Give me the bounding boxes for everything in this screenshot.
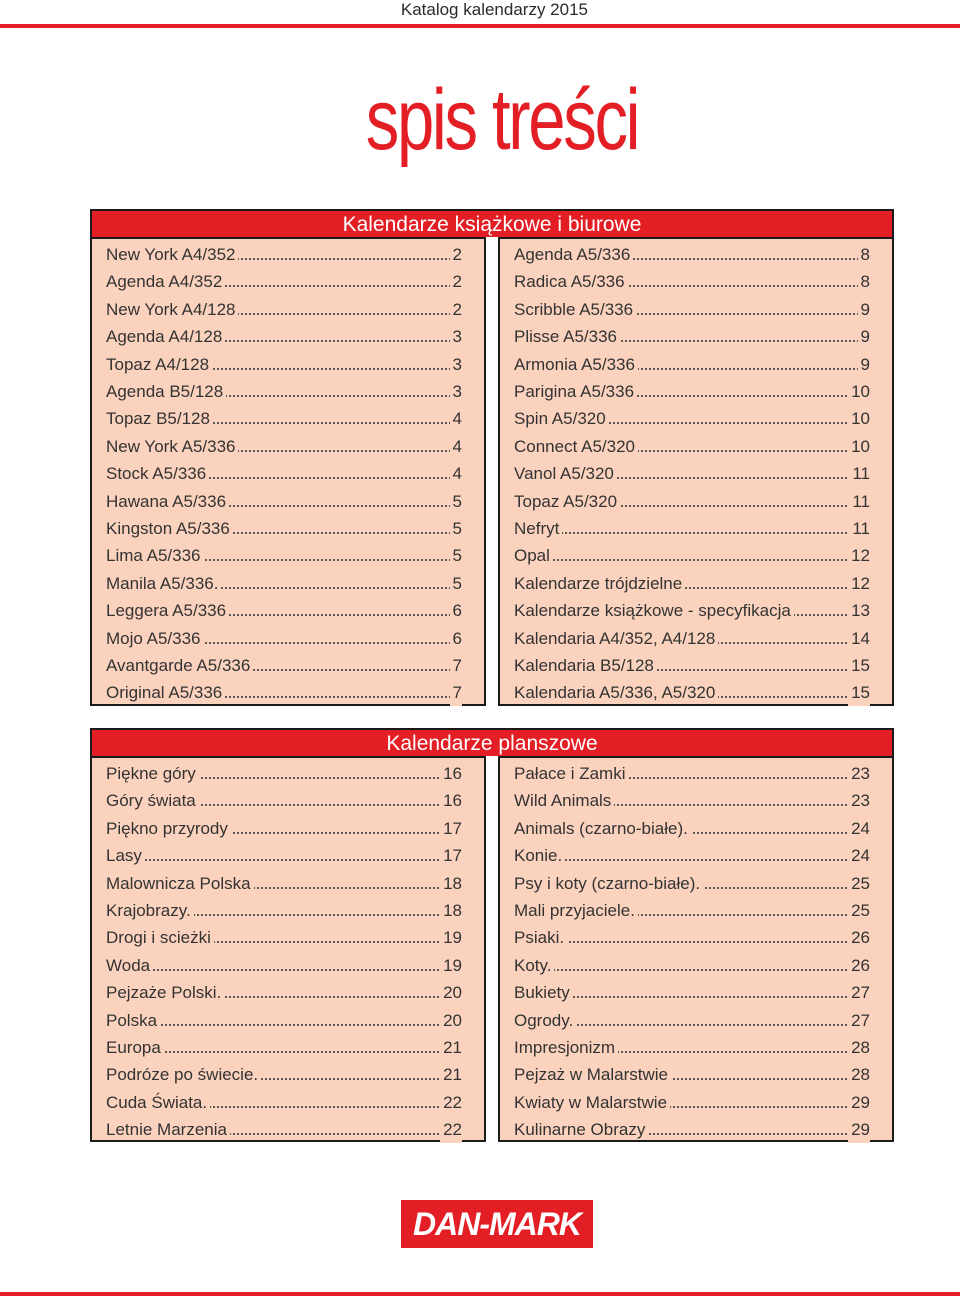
toc-entry-title: Bukiety (514, 983, 573, 1002)
toc-entry-title: Psiaki. (514, 928, 567, 947)
toc-entry-title: Cuda Świata. (106, 1093, 210, 1112)
toc-entry-title: Kalendaria B5/128 (514, 656, 657, 675)
toc-entry[interactable] (106, 405, 462, 432)
toc-entry-title: Kingston A5/336 (106, 519, 233, 538)
toc-entry[interactable] (106, 924, 462, 951)
toc-entry-title: Góry świata (106, 791, 199, 810)
toc-entry-title: Koty. (514, 956, 554, 975)
toc-entry-title: Woda (106, 956, 153, 975)
toc-entry[interactable] (514, 268, 870, 295)
toc-entry[interactable] (106, 625, 462, 652)
toc-entry-page: 12 (848, 570, 870, 597)
toc-entry-title: Wild Animals (514, 791, 614, 810)
toc-entry[interactable] (514, 679, 870, 706)
toc-entry-page: 3 (450, 323, 462, 350)
toc-entry-title: Nefryt (514, 519, 562, 538)
toc-entry-page: 10 (848, 433, 870, 460)
toc-entry[interactable] (514, 405, 870, 432)
bottom-rule (0, 1292, 960, 1296)
toc-entry[interactable] (106, 323, 462, 350)
toc-entry-page: 11 (849, 488, 870, 515)
toc-entry[interactable] (514, 870, 870, 897)
toc-entry-title: Spin A5/320 (514, 409, 609, 428)
toc-entry[interactable] (514, 597, 870, 624)
toc-entry[interactable] (514, 1089, 870, 1116)
toc-entry-page: 19 (440, 924, 462, 951)
toc-entry-title: Agenda B5/128 (106, 382, 226, 401)
toc-entry-page: 5 (450, 515, 462, 542)
toc-entry-title: Letnie Marzenia (106, 1120, 230, 1139)
toc-entry[interactable] (514, 323, 870, 350)
toc-entry[interactable] (106, 1061, 462, 1088)
toc-entry[interactable] (106, 460, 462, 487)
toc-entry-page: 16 (440, 787, 462, 814)
toc-entry-title: Lima A5/336 (106, 546, 204, 565)
toc-entry-title: Mali przyjaciele. (514, 901, 638, 920)
toc-entry-page: 28 (848, 1061, 870, 1088)
toc-entry-page: 17 (440, 815, 462, 842)
toc-entry-title: Ogrody. (514, 1011, 576, 1030)
catalog-header-title: Katalog kalendarzy 2015 (400, 0, 588, 19)
toc-entry-page: 13 (848, 597, 870, 624)
toc-entry-title: New York A4/128 (106, 300, 238, 319)
dot-leader (106, 859, 462, 861)
toc-entry[interactable] (106, 1034, 462, 1061)
toc-entry[interactable] (106, 378, 462, 405)
toc-entry-page: 29 (848, 1116, 870, 1143)
toc-entry-page: 9 (858, 296, 870, 323)
dot-leader (514, 559, 870, 561)
toc-entry-title: Topaz B5/128 (106, 409, 213, 428)
toc-entry[interactable] (106, 433, 462, 460)
section-header: Kalendarze książkowe i biurowe (90, 209, 894, 237)
toc-entry-title: Plisse A5/336 (514, 327, 620, 346)
toc-entry-title: Kalendarze trójdzielne (514, 574, 685, 593)
toc-entry-page: 24 (848, 842, 870, 869)
toc-entry-page: 2 (450, 296, 462, 323)
toc-entry-page: 27 (848, 979, 870, 1006)
toc-entry-page: 7 (450, 652, 462, 679)
toc-entry[interactable] (106, 979, 462, 1006)
toc-entry-page: 12 (848, 542, 870, 569)
toc-entry-page: 15 (848, 679, 870, 706)
toc-entry-page: 26 (848, 924, 870, 951)
toc-entry-page: 14 (848, 625, 870, 652)
toc-entry-title: New York A5/336 (106, 437, 238, 456)
toc-entry-title: Konie. (514, 846, 565, 865)
toc-entry[interactable] (514, 979, 870, 1006)
dan-mark-logo: DAN-MARK (401, 1200, 593, 1248)
toc-column-left (90, 237, 486, 706)
toc-entry-title: Kulinarne Obrazy (514, 1120, 648, 1139)
toc-entry[interactable] (514, 842, 870, 869)
toc-entry[interactable] (106, 296, 462, 323)
toc-entry[interactable] (514, 952, 870, 979)
toc-entry-page: 28 (848, 1034, 870, 1061)
toc-entry-title: Kwiaty w Malarstwie (514, 1093, 670, 1112)
toc-entry[interactable] (514, 760, 870, 787)
toc-entry-title: Manila A5/336. (106, 574, 221, 593)
toc-entry[interactable] (106, 241, 462, 268)
toc-entry-page: 8 (858, 241, 870, 268)
toc-entry-page: 7 (450, 679, 462, 706)
toc-entry[interactable] (106, 1116, 462, 1143)
toc-entry[interactable] (106, 515, 462, 542)
toc-entry-title: Leggera A5/336 (106, 601, 229, 620)
toc-entry[interactable] (514, 1007, 870, 1034)
toc-entry[interactable] (106, 542, 462, 569)
toc-entry-title: Drogi i scieżki (106, 928, 214, 947)
toc-entry[interactable] (514, 897, 870, 924)
toc-entry-page: 15 (848, 652, 870, 679)
toc-entry[interactable] (514, 652, 870, 679)
toc-entry[interactable] (514, 515, 870, 542)
toc-entry-title: New York A4/352 (106, 245, 238, 264)
toc-entry-page: 22 (440, 1116, 462, 1143)
toc-entry-title: Topaz A5/320 (514, 492, 620, 511)
toc-entry-title: Pałace i Zamki (514, 764, 628, 783)
toc-entry[interactable] (514, 351, 870, 378)
toc-entry-page: 20 (440, 1007, 462, 1034)
top-rule (0, 24, 960, 28)
toc-entry[interactable] (106, 570, 462, 597)
toc-entry-title: Kalendarze książkowe - specyfikacja (514, 601, 794, 620)
toc-entry-title: Agenda A4/128 (106, 327, 225, 346)
toc-entry-title: Kalendaria A4/352, A4/128 (514, 629, 718, 648)
toc-entry-title: Pejzaż w Malarstwie (514, 1065, 671, 1084)
toc-entry[interactable] (106, 897, 462, 924)
toc-entry[interactable] (106, 652, 462, 679)
toc-entry-page: 29 (848, 1089, 870, 1116)
toc-entry-title: Agenda A4/352 (106, 272, 225, 291)
toc-entry-title: Hawana A5/336 (106, 492, 229, 511)
toc-entry[interactable] (514, 924, 870, 951)
toc-entry[interactable] (106, 351, 462, 378)
toc-entry-title: Impresjonizm (514, 1038, 618, 1057)
toc-entry[interactable] (106, 952, 462, 979)
toc-entry[interactable] (514, 815, 870, 842)
toc-entry-title: Psy i koty (czarno-białe). (514, 874, 703, 893)
toc-entry[interactable] (514, 241, 870, 268)
toc-entry[interactable] (514, 787, 870, 814)
page-title: spis treści (365, 72, 639, 168)
toc-entry-title: Original A5/336 (106, 683, 225, 702)
toc-entry-title: Animals (czarno-białe). (514, 819, 691, 838)
toc-entry-page: 8 (858, 268, 870, 295)
toc-entry-page: 19 (440, 952, 462, 979)
toc-entry-page: 18 (440, 870, 462, 897)
toc-entry[interactable] (106, 679, 462, 706)
dot-leader (106, 969, 462, 971)
toc-entry-title: Malownicza Polska (106, 874, 254, 893)
toc-entry[interactable] (514, 625, 870, 652)
dot-leader (514, 941, 870, 943)
toc-entry[interactable] (514, 296, 870, 323)
toc-entry[interactable] (106, 815, 462, 842)
toc-entry-page: 16 (440, 760, 462, 787)
toc-entry[interactable] (106, 268, 462, 295)
toc-entry[interactable] (514, 1061, 870, 1088)
toc-entry-page: 25 (848, 870, 870, 897)
toc-entry-page: 4 (450, 405, 462, 432)
toc-entry[interactable] (106, 1007, 462, 1034)
dot-leader (514, 532, 870, 534)
toc-entry-page: 18 (440, 897, 462, 924)
toc-entry-title: Mojo A5/336 (106, 629, 204, 648)
toc-entry[interactable] (514, 378, 870, 405)
toc-entry-title: Armonia A5/336 (514, 355, 638, 374)
toc-entry[interactable] (106, 1089, 462, 1116)
toc-column-right (498, 756, 894, 1142)
toc-entry-title: Europa (106, 1038, 164, 1057)
dot-leader (514, 969, 870, 971)
toc-entry-title: Vanol A5/320 (514, 464, 617, 483)
toc-entry-title: Podróze po świecie. (106, 1065, 261, 1084)
toc-entry-page: 10 (848, 378, 870, 405)
toc-entry[interactable] (106, 787, 462, 814)
toc-entry-page: 17 (440, 842, 462, 869)
section-wall-calendars (90, 728, 894, 1142)
toc-entry-page: 3 (450, 378, 462, 405)
toc-entry[interactable] (514, 433, 870, 460)
toc-entry[interactable] (106, 597, 462, 624)
toc-entry-page: 6 (450, 625, 462, 652)
toc-entry-page: 22 (440, 1089, 462, 1116)
toc-entry-title: Piękno przyrody (106, 819, 231, 838)
toc-entry-title: Agenda A5/336 (514, 245, 633, 264)
toc-entry[interactable] (514, 542, 870, 569)
toc-entry[interactable] (514, 488, 870, 515)
toc-entry-title: Radica A5/336 (514, 272, 628, 291)
toc-entry-title: Parigina A5/336 (514, 382, 637, 401)
toc-entry-page: 2 (450, 241, 462, 268)
toc-entry-page: 9 (858, 351, 870, 378)
toc-entry-page: 26 (848, 952, 870, 979)
toc-entry[interactable] (106, 760, 462, 787)
toc-entry-page: 21 (440, 1034, 462, 1061)
toc-entry-page: 21 (440, 1061, 462, 1088)
toc-entry[interactable] (514, 1034, 870, 1061)
dot-leader (514, 859, 870, 861)
toc-entry[interactable] (106, 488, 462, 515)
toc-entry-page: 20 (440, 979, 462, 1006)
toc-entry-page: 11 (849, 515, 870, 542)
toc-entry-title: Scribble A5/336 (514, 300, 636, 319)
section-book-calendars (90, 209, 894, 706)
toc-entry-page: 23 (848, 760, 870, 787)
toc-entry-page: 10 (848, 405, 870, 432)
toc-entry[interactable] (514, 460, 870, 487)
toc-column-right (498, 237, 894, 706)
toc-entry-page: 4 (450, 433, 462, 460)
toc-entry-title: Krajobrazy. (106, 901, 194, 920)
toc-entry-title: Kalendaria A5/336, A5/320 (514, 683, 718, 702)
toc-entry-page: 11 (849, 460, 870, 487)
toc-entry-page: 5 (450, 570, 462, 597)
toc-entry-page: 2 (450, 268, 462, 295)
toc-entry-page: 25 (848, 897, 870, 924)
toc-entry-title: Avantgarde A5/336 (106, 656, 253, 675)
toc-entry-page: 9 (858, 323, 870, 350)
toc-entry-page: 5 (450, 488, 462, 515)
toc-entry-title: Connect A5/320 (514, 437, 638, 456)
toc-entry-title: Pejzaże Polski. (106, 983, 224, 1002)
toc-entry-title: Opal (514, 546, 553, 565)
toc-column-left (90, 756, 486, 1142)
toc-entry-page: 23 (848, 787, 870, 814)
toc-entry[interactable] (514, 1116, 870, 1143)
toc-entry[interactable] (514, 570, 870, 597)
toc-entry[interactable] (106, 842, 462, 869)
toc-entry-page: 4 (450, 460, 462, 487)
toc-entry-title: Polska (106, 1011, 160, 1030)
toc-entry-title: Piękne góry (106, 764, 199, 783)
section-header: Kalendarze planszowe (90, 728, 894, 756)
toc-entry[interactable] (106, 870, 462, 897)
toc-entry-page: 27 (848, 1007, 870, 1034)
toc-entry-title: Lasy (106, 846, 145, 865)
toc-entry-page: 6 (450, 597, 462, 624)
toc-entry-page: 3 (450, 351, 462, 378)
toc-entry-page: 24 (848, 815, 870, 842)
toc-entry-title: Topaz A4/128 (106, 355, 212, 374)
toc-entry-page: 5 (450, 542, 462, 569)
toc-entry-title: Stock A5/336 (106, 464, 209, 483)
